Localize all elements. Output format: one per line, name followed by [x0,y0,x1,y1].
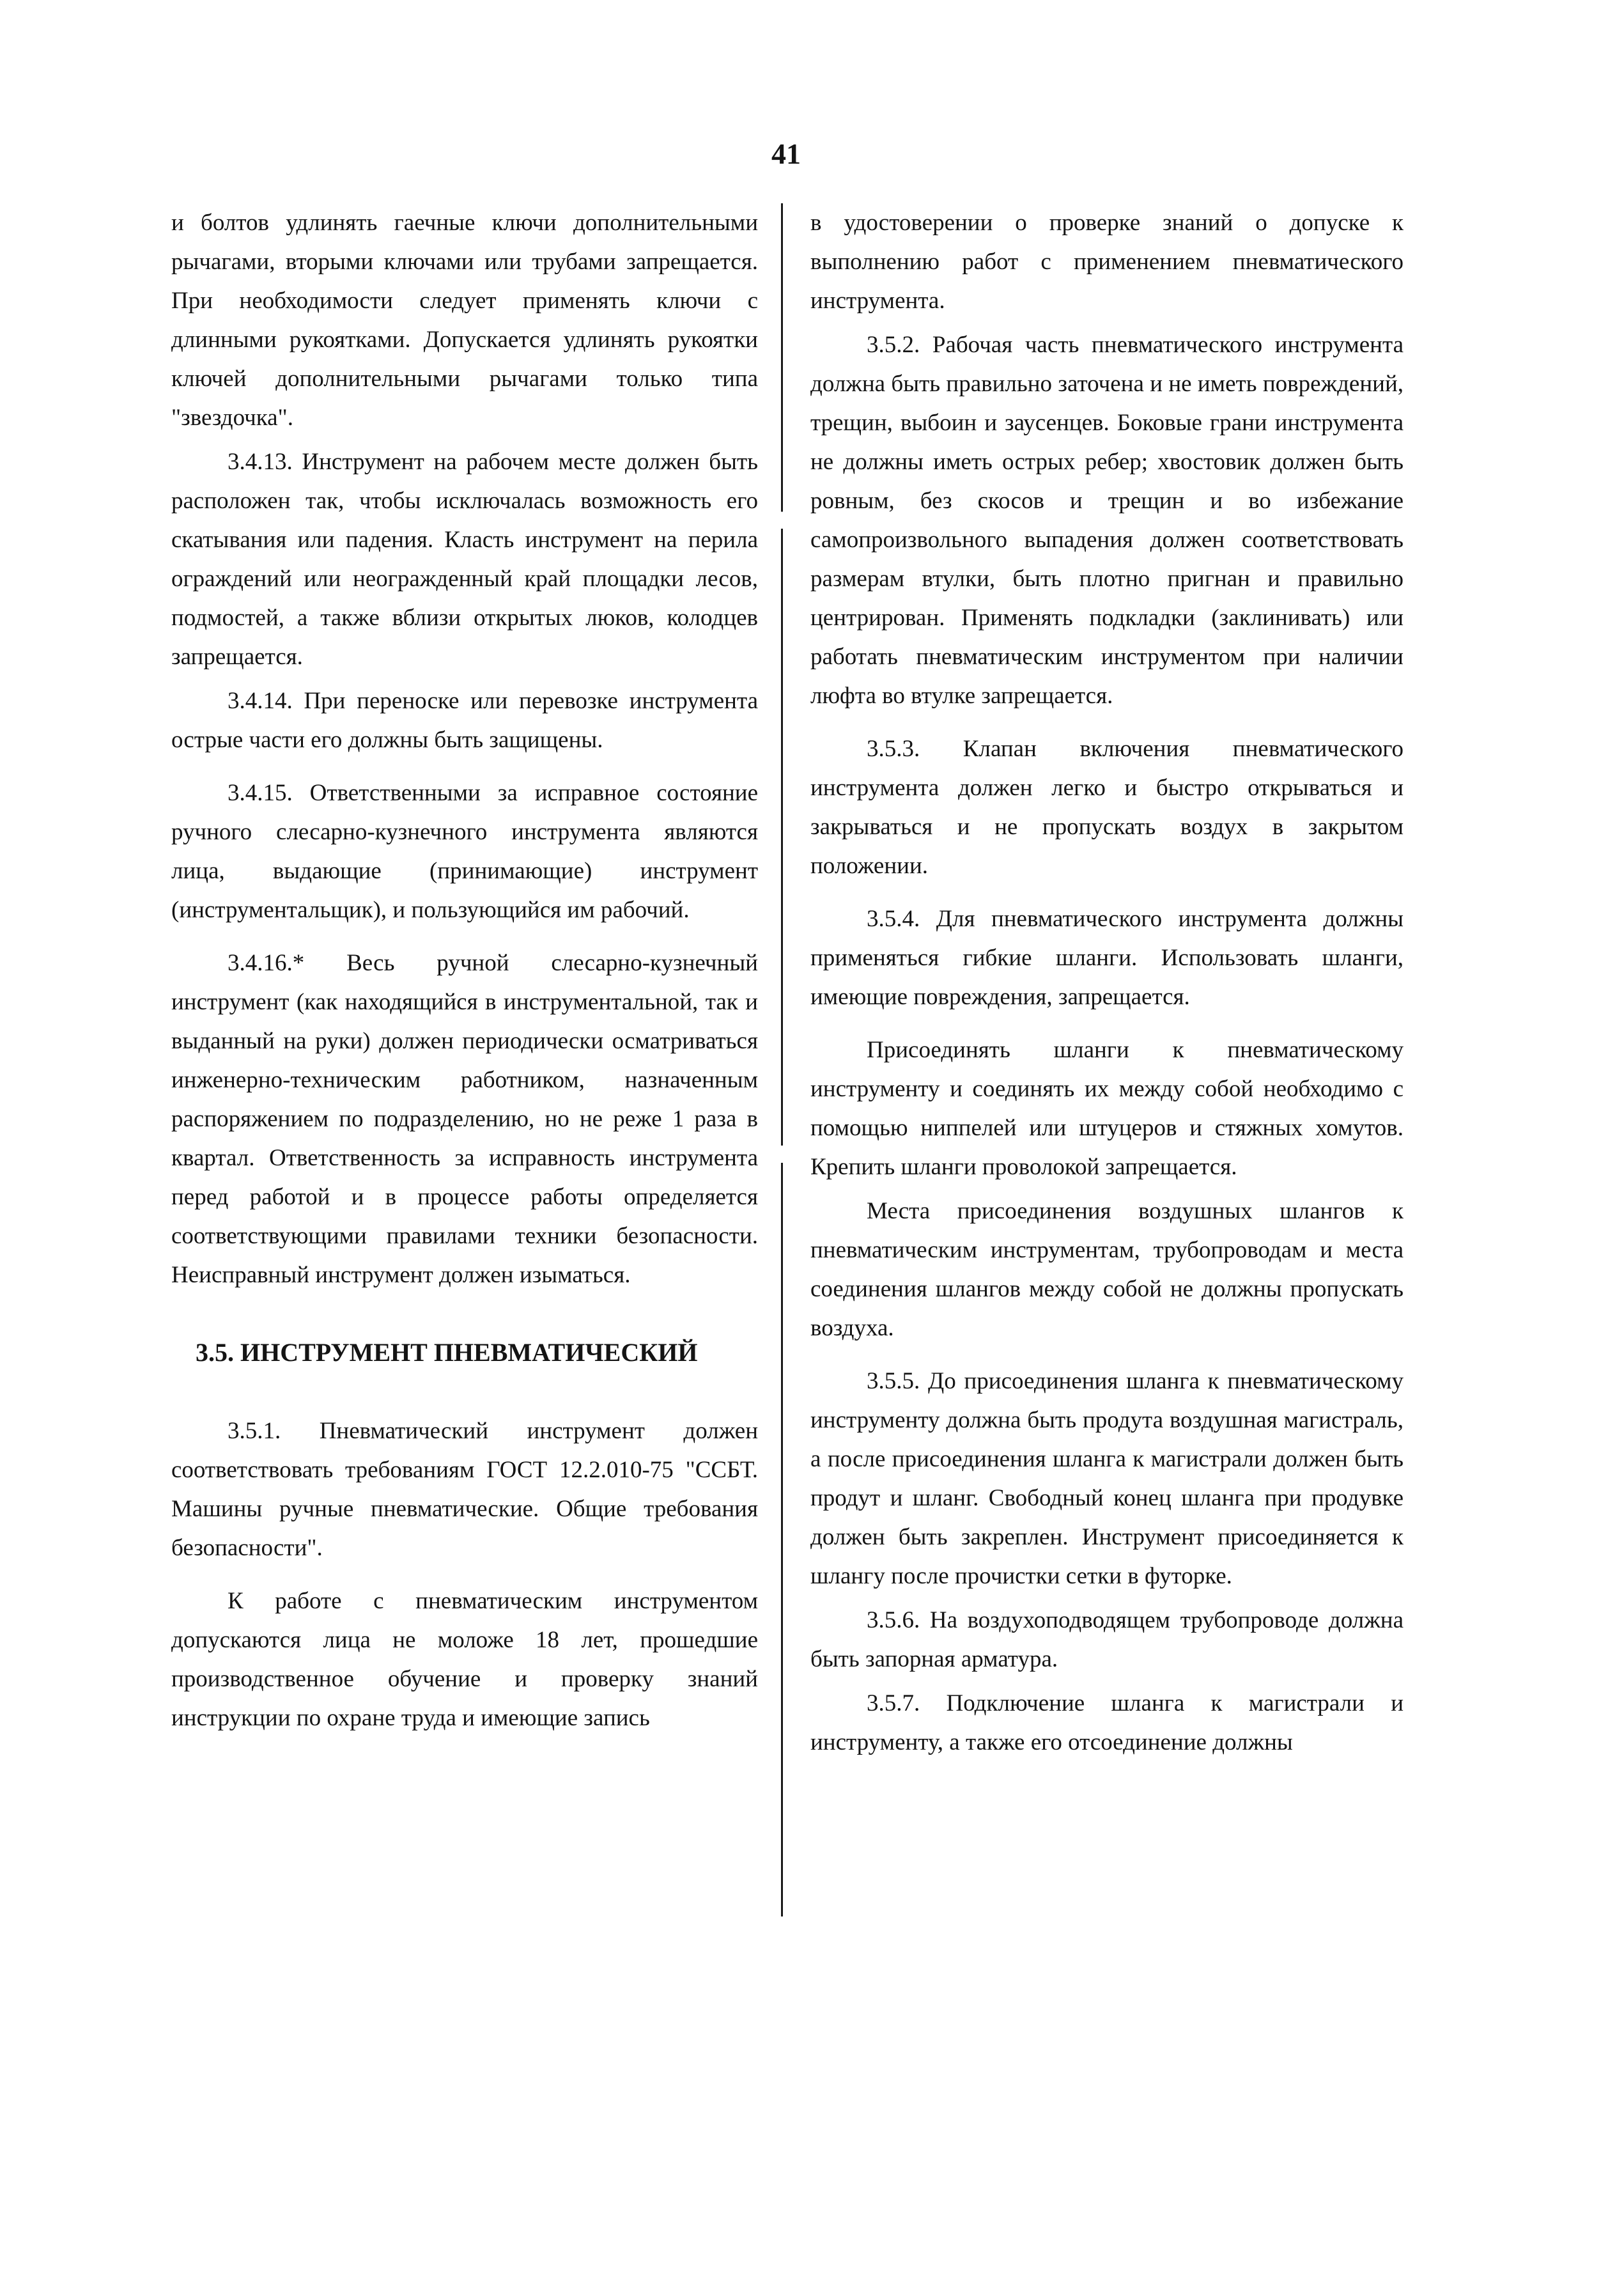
paragraph-3-5-7: 3.5.7. Подключение шланга к магистрали и инструменту, а также его отсоединение должны [810,1690,1404,1755]
paragraph-3-5-6: 3.5.6. На воздухоподводящем трубопроводе должна быть запорная арматура. [810,1607,1404,1672]
paragraph: Места присоединения воздушных шлангов к пневматическим инструментам, трубопроводам и места соединения шлангов между собой не должны пропускать воздуха. [810,1198,1404,1341]
paragraph-3-5-4: 3.5.4. Для пневматического инструмента должны применяться гибкие шланги. Использовать шланги, имеющие повреждения, запрещается. [810,906,1404,1010]
paragraph: и болтов удлинять гаечные ключи дополнительными рычагами, вторыми ключами или трубами запрещается. При необходимости следует применять ключи с длинными рукоятками. Допускается удлинять рукоятки ключей дополнительными рычагами только типа "звездочка". [171,210,758,431]
paragraph-3-4-15: 3.4.15. Ответственными за исправное состояние ручного слесарно-кузнечного инструмента являются лица, выдающие (принимающие) инструмент (инструментальщик), и пользующийся им рабочий. [171,780,758,923]
paragraph: К работе с пневматическим инструментом допускаются лица не моложе 18 лет, прошедшие производственное обучение и проверку знаний инструкции по охране труда и имеющие запись [171,1588,758,1731]
paragraph-3-4-14: 3.4.14. При переноске или перевозке инструмента острые части его должны быть защищены. [171,688,758,753]
page-number: 41 [771,137,801,170]
paragraph-3-4-13: 3.4.13. Инструмент на рабочем месте должен быть расположен так, чтобы исключалась возможность его скатывания или падения. Класть инструмент на перила ограждений или неогражденный край площадки лесов, подмостей, а также вблизи открытых люков, колодцев запрещается. [171,449,758,670]
paragraph-3-5-5: 3.5.5. До присоединения шланга к пневматическому инструменту должна быть продута воздушная магистраль, а после присоединения шланга к магистрали должен быть продут и шланг. Свободный конец шланга при продувке должен быть закреплен. Инструмент присоединяется к шлангу после прочистки сетки в футорке. [810,1368,1404,1589]
paragraph: в удостоверении о проверке знаний о допуске к выполнению работ с применением пневматического инструмента. [810,210,1404,314]
paragraph-3-5-3: 3.5.3. Клапан включения пневматического инструмента должен легко и быстро открываться и закрываться и не пропускать воздух в закрытом положении. [810,736,1404,879]
right-column [810,203,1404,1767]
left-column [171,203,758,1743]
paragraph: Присоединять шланги к пневматическому инструменту и соединять их между собой необходимо с помощью ниппелей или штуцеров и стяжных хомутов. Крепить шланги проволокой запрещается. [810,1037,1404,1180]
paragraph-3-5-2: 3.5.2. Рабочая часть пневматического инструмента должна быть правильно заточена и не иметь повреждений, трещин, выбоин и заусенцев. Боковые грани инструмента не должны иметь острых ребер; хвостовик должен быть ровным, без скосов и трещин и во избежание самопроизвольного выпадения должен соответствовать размерам втулки, быть плотно пригнан и правильно центрирован. Применять подкладки (заклинивать) или работать пневматическим инструментом при наличии люфта во втулке запрещается. [810,332,1404,709]
section-heading: 3.5. ИНСТРУМЕНТ ПНЕВМАТИЧЕСКИЙ [196,1338,698,1367]
paragraph-3-5-1: 3.5.1. Пневматический инструмент должен соответствовать требованиям ГОСТ 12.2.010-75 "ССБТ. Машины ручные пневматические. Общие требования безопасности". [171,1418,758,1561]
column-divider [781,203,783,1916]
paragraph-3-4-16: 3.4.16.* Весь ручной слесарно-кузнечный инструмент (как находящийся в инструментальной, так и выданный на руки) должен периодически осматриваться инженерно-техническим работником, назначенным распоряжением по подразделению, но не реже 1 раза в квартал. Ответственность за исправность инструмента перед работой и в процессе работы определяется соответствующими правилами техники безопасности. Неисправный инструмент должен изыматься. [171,950,758,1288]
